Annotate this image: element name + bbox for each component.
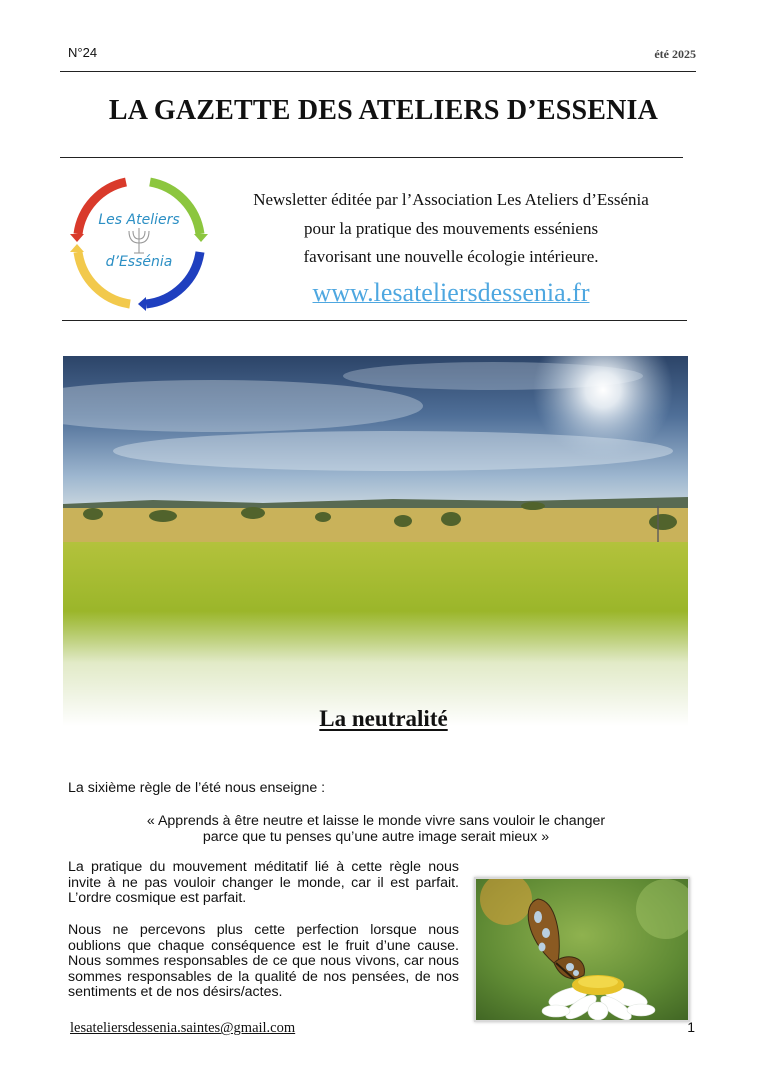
article-paragraph-2: Nous ne percevons plus cette perfection lorsque nous oublions que chaque conséquence est le fruit d’une cause. Nous sommes responsables de ce que nous vivons, car nous sommes responsables de la qualité de nos pensées, de nos sentiments et de nos désirs/actes. — [68, 922, 459, 1000]
intro-line: Newsletter éditée par l’Association Les Ateliers d’Essénia — [253, 190, 649, 209]
website-link[interactable]: www.lesateliersdessenia.fr — [312, 278, 590, 307]
butterfly-photo — [474, 877, 690, 1022]
header-top-rule — [60, 71, 696, 72]
quote-line: parce que tu penses qu’une autre image serait mieux » — [202, 828, 550, 845]
quote-line: « Apprends à être neutre et laisse le monde vivre sans vouloir le changer — [146, 813, 606, 829]
issue-season: été 2025 — [654, 47, 696, 61]
article-title: La neutralité — [319, 706, 448, 731]
title-bottom-rule — [60, 157, 683, 158]
page-number: 1 — [687, 1019, 695, 1035]
contact-email[interactable]: lesateliersdessenia.saintes@gmail.com — [70, 1020, 296, 1036]
newsletter-intro — [236, 186, 666, 272]
article-paragraph-1: La pratique du mouvement méditatif lié à cette règle nous invite à ne pas vouloir changer le monde, car il est parfait. L’ordre cosmique est parfait. — [68, 859, 459, 906]
logo-text-line1: Les Ateliers — [98, 212, 180, 228]
masthead-bottom-rule — [62, 320, 687, 321]
landscape-photo — [63, 356, 688, 726]
article-quote — [100, 814, 652, 845]
gazette-title: LA GAZETTE DES ATELIERS D’ESSENIA — [108, 95, 659, 126]
menorah-icon — [129, 228, 149, 253]
issue-number: N°24 — [68, 45, 98, 60]
intro-line: favorisant une nouvelle écologie intérieure. — [303, 247, 599, 266]
association-logo — [68, 173, 210, 313]
article-lead: La sixième règle de l’été nous enseigne : — [68, 780, 326, 796]
intro-line: pour la pratique des mouvements esséniens — [303, 218, 599, 238]
logo-text-line2: d’Essénia — [105, 254, 173, 270]
